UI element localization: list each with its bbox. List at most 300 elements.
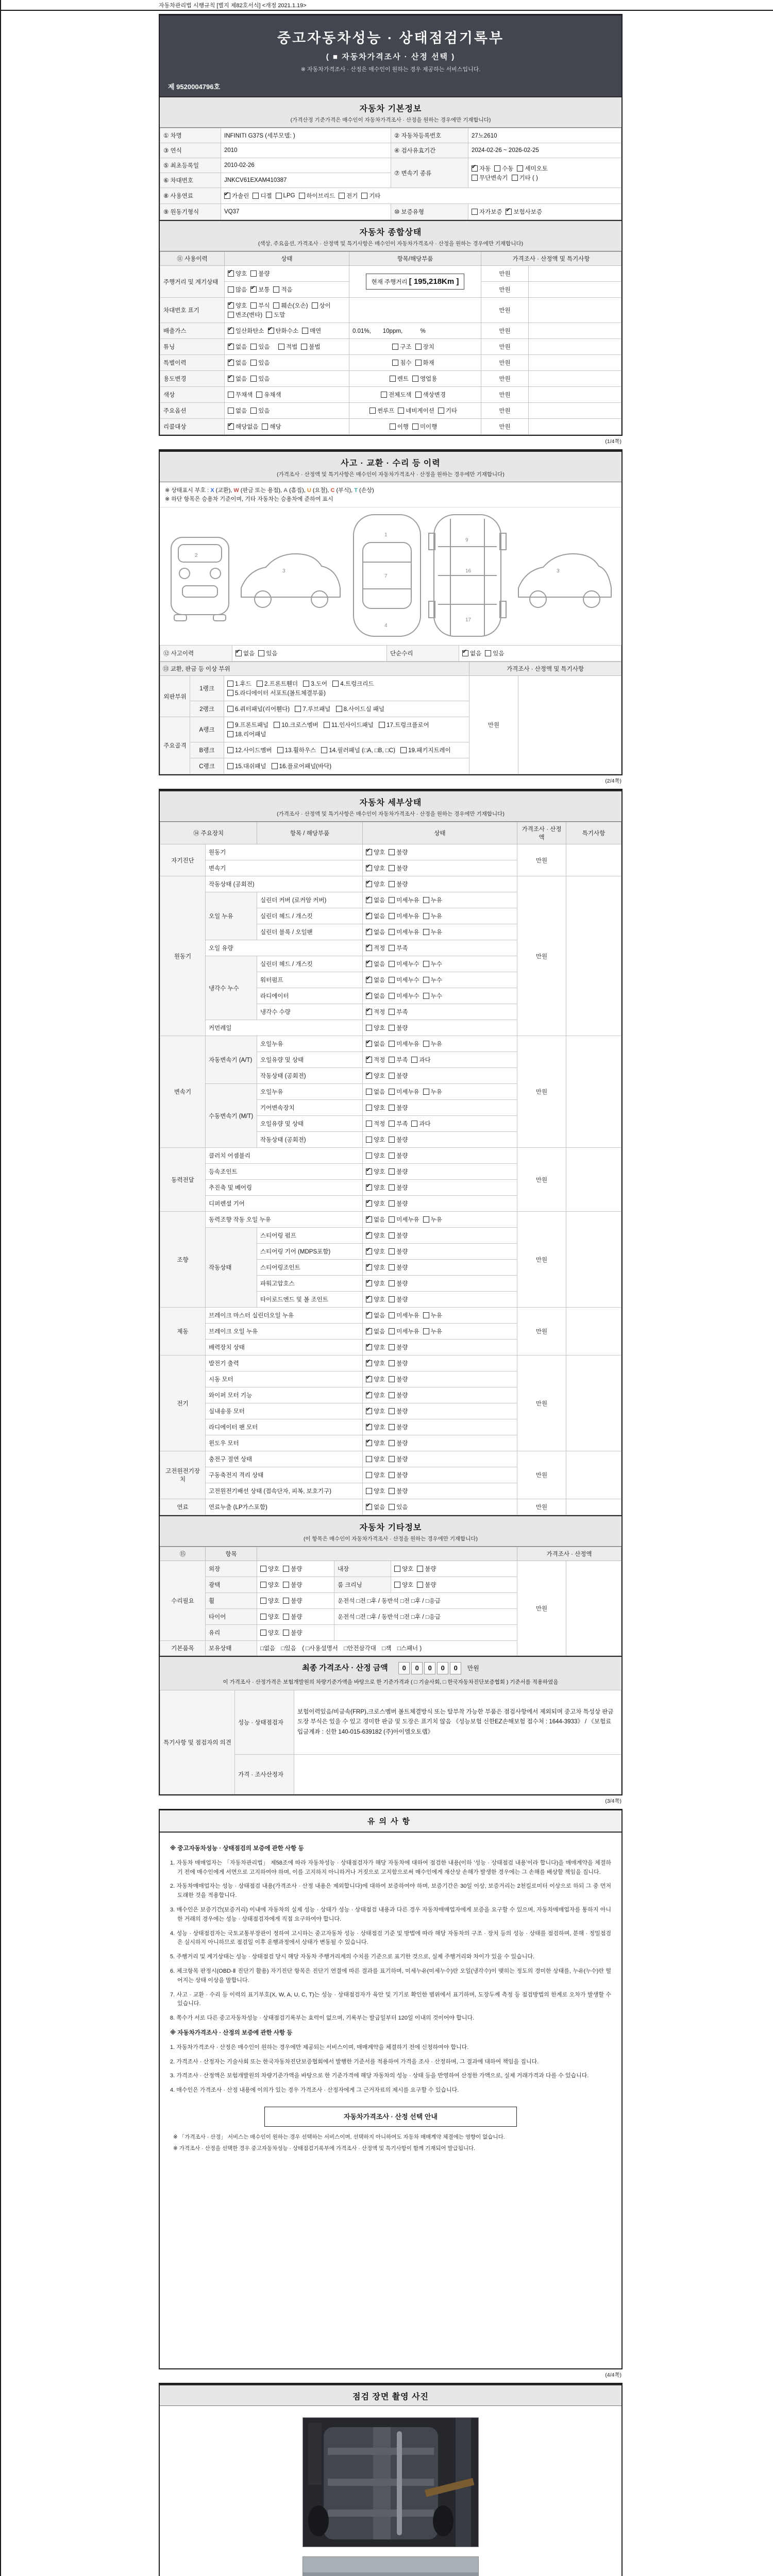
checkbox-box-icon[interactable] bbox=[366, 1488, 372, 1494]
checkbox-box-icon[interactable] bbox=[366, 945, 372, 951]
checkbox-option[interactable] bbox=[227, 746, 272, 754]
checkbox-box-icon[interactable] bbox=[389, 1440, 395, 1446]
checkbox-box-icon[interactable] bbox=[366, 865, 372, 871]
checkbox-option[interactable] bbox=[423, 960, 442, 968]
checkbox-box-icon[interactable] bbox=[423, 993, 429, 999]
checkbox-box-icon[interactable] bbox=[389, 1360, 395, 1366]
checkbox-box-icon[interactable] bbox=[268, 328, 274, 334]
checkbox-box-icon[interactable] bbox=[236, 650, 242, 656]
checkbox-box-icon[interactable] bbox=[389, 1025, 395, 1031]
checkbox-box-icon[interactable] bbox=[283, 1582, 289, 1588]
checkbox-box-icon[interactable] bbox=[389, 1153, 395, 1159]
checkbox-box-icon[interactable] bbox=[227, 747, 233, 753]
checkbox-option[interactable] bbox=[415, 343, 434, 351]
checkbox-box-icon[interactable] bbox=[272, 763, 278, 769]
checkbox-option[interactable] bbox=[389, 1295, 408, 1303]
checkbox-option[interactable] bbox=[494, 164, 513, 173]
checkbox-box-icon[interactable] bbox=[366, 1504, 372, 1510]
checkbox-box-icon[interactable] bbox=[250, 360, 257, 366]
checkbox-option[interactable] bbox=[412, 375, 437, 383]
checkbox-box-icon[interactable] bbox=[389, 1057, 395, 1063]
checkbox-box-icon[interactable] bbox=[366, 993, 372, 999]
checkbox-box-icon[interactable] bbox=[389, 1280, 395, 1286]
checkbox-box-icon[interactable] bbox=[303, 681, 309, 687]
checkbox-box-icon[interactable] bbox=[366, 1009, 372, 1015]
checkbox-option[interactable] bbox=[366, 992, 385, 1000]
checkbox-box-icon[interactable] bbox=[366, 1376, 372, 1382]
checkbox-option[interactable] bbox=[339, 192, 358, 200]
checkbox-box-icon[interactable] bbox=[389, 977, 395, 983]
checkbox-option[interactable] bbox=[389, 1024, 408, 1032]
checkbox-option[interactable] bbox=[250, 285, 270, 294]
checkbox-option[interactable] bbox=[389, 976, 419, 984]
checkbox-option[interactable] bbox=[277, 746, 316, 754]
checkbox-option[interactable] bbox=[256, 391, 281, 399]
checkbox-box-icon[interactable] bbox=[381, 392, 387, 398]
checkbox-box-icon[interactable] bbox=[411, 1057, 417, 1063]
checkbox-option[interactable] bbox=[260, 1597, 279, 1605]
checkbox-option[interactable] bbox=[389, 1120, 408, 1128]
checkbox-option[interactable] bbox=[321, 746, 395, 754]
checkbox-box-icon[interactable] bbox=[277, 747, 283, 753]
checkbox-option[interactable] bbox=[366, 976, 385, 984]
checkbox-option[interactable] bbox=[366, 1247, 385, 1256]
checkbox-option[interactable] bbox=[273, 301, 308, 310]
checkbox-option[interactable] bbox=[274, 721, 318, 729]
checkbox-option[interactable] bbox=[506, 208, 542, 216]
checkbox-option[interactable] bbox=[260, 1613, 279, 1621]
checkbox-box-icon[interactable] bbox=[389, 1264, 395, 1270]
checkbox-option[interactable] bbox=[366, 1088, 385, 1096]
checkbox-box-icon[interactable] bbox=[517, 165, 523, 172]
checkbox-box-icon[interactable] bbox=[366, 1184, 372, 1191]
checkbox-option[interactable] bbox=[324, 721, 374, 729]
checkbox-option[interactable] bbox=[389, 1423, 408, 1431]
checkbox-box-icon[interactable] bbox=[389, 993, 395, 999]
checkbox-box-icon[interactable] bbox=[417, 1566, 423, 1572]
checkbox-box-icon[interactable] bbox=[283, 1598, 289, 1604]
checkbox-box-icon[interactable] bbox=[224, 193, 230, 199]
checkbox-option[interactable] bbox=[366, 1056, 385, 1064]
checkbox-option[interactable] bbox=[366, 1295, 385, 1303]
checkbox-option[interactable] bbox=[260, 1565, 279, 1573]
checkbox-box-icon[interactable] bbox=[302, 328, 308, 334]
checkbox-option[interactable] bbox=[389, 1375, 408, 1383]
checkbox-box-icon[interactable] bbox=[274, 722, 280, 728]
checkbox-box-icon[interactable] bbox=[472, 209, 478, 215]
checkbox-option[interactable] bbox=[227, 721, 268, 729]
checkbox-option[interactable] bbox=[250, 375, 270, 383]
checkbox-box-icon[interactable] bbox=[366, 849, 372, 855]
checkbox-option[interactable] bbox=[423, 912, 442, 920]
checkbox-option[interactable] bbox=[389, 1008, 408, 1016]
checkbox-option[interactable] bbox=[302, 327, 321, 335]
checkbox-option[interactable] bbox=[268, 327, 298, 335]
checkbox-box-icon[interactable] bbox=[389, 1344, 395, 1350]
checkbox-option[interactable] bbox=[381, 391, 411, 399]
checkbox-option[interactable] bbox=[228, 311, 262, 319]
checkbox-option[interactable] bbox=[366, 1072, 385, 1080]
checkbox-box-icon[interactable] bbox=[228, 376, 234, 382]
checkbox-box-icon[interactable] bbox=[389, 1328, 395, 1334]
checkbox-box-icon[interactable] bbox=[392, 360, 398, 366]
checkbox-option[interactable] bbox=[389, 1279, 408, 1287]
checkbox-option[interactable] bbox=[262, 422, 281, 431]
checkbox-option[interactable] bbox=[366, 1311, 385, 1319]
checkbox-box-icon[interactable] bbox=[423, 1089, 429, 1095]
checkbox-box-icon[interactable] bbox=[389, 1105, 395, 1111]
checkbox-option[interactable] bbox=[389, 880, 408, 888]
checkbox-option[interactable] bbox=[366, 1167, 385, 1176]
checkbox-option[interactable] bbox=[250, 406, 270, 415]
checkbox-option[interactable] bbox=[278, 343, 297, 351]
checkbox-box-icon[interactable] bbox=[250, 270, 257, 277]
checkbox-option[interactable] bbox=[438, 406, 457, 415]
checkbox-option[interactable] bbox=[227, 705, 290, 713]
checkbox-box-icon[interactable] bbox=[389, 1248, 395, 1255]
checkbox-option[interactable] bbox=[423, 976, 442, 984]
checkbox-box-icon[interactable] bbox=[366, 1360, 372, 1366]
checkbox-option[interactable] bbox=[366, 1231, 385, 1240]
checkbox-box-icon[interactable] bbox=[366, 1153, 372, 1159]
checkbox-option[interactable] bbox=[389, 1311, 419, 1319]
checkbox-box-icon[interactable] bbox=[361, 193, 367, 199]
checkbox-box-icon[interactable] bbox=[415, 392, 422, 398]
checkbox-option[interactable] bbox=[389, 1215, 419, 1224]
checkbox-box-icon[interactable] bbox=[366, 1089, 372, 1095]
checkbox-option[interactable] bbox=[394, 1565, 413, 1573]
checkbox-option[interactable] bbox=[366, 1120, 385, 1128]
checkbox-option[interactable] bbox=[366, 1199, 385, 1208]
checkbox-box-icon[interactable] bbox=[366, 1216, 372, 1223]
checkbox-option[interactable] bbox=[366, 1503, 385, 1511]
checkbox-box-icon[interactable] bbox=[256, 392, 262, 398]
checkbox-option[interactable] bbox=[389, 864, 408, 872]
checkbox-box-icon[interactable] bbox=[366, 1025, 372, 1031]
checkbox-box-icon[interactable] bbox=[250, 408, 257, 414]
checkbox-option[interactable] bbox=[366, 1151, 385, 1160]
checkbox-box-icon[interactable] bbox=[295, 706, 301, 712]
checkbox-option[interactable] bbox=[389, 1343, 408, 1351]
checkbox-option[interactable] bbox=[423, 1311, 442, 1319]
checkbox-option[interactable] bbox=[366, 1024, 385, 1032]
checkbox-box-icon[interactable] bbox=[257, 681, 263, 687]
checkbox-box-icon[interactable] bbox=[366, 1168, 372, 1175]
checkbox-box-icon[interactable] bbox=[392, 344, 398, 350]
checkbox-option[interactable] bbox=[228, 422, 258, 431]
checkbox-option[interactable] bbox=[366, 912, 385, 920]
checkbox-box-icon[interactable] bbox=[366, 897, 372, 903]
checkbox-box-icon[interactable] bbox=[339, 193, 345, 199]
checkbox-box-icon[interactable] bbox=[336, 706, 342, 712]
checkbox-box-icon[interactable] bbox=[423, 897, 429, 903]
checkbox-box-icon[interactable] bbox=[462, 650, 468, 656]
checkbox-option[interactable] bbox=[389, 1471, 408, 1479]
checkbox-option[interactable] bbox=[366, 928, 385, 936]
checkbox-box-icon[interactable] bbox=[369, 408, 376, 414]
checkbox-box-icon[interactable] bbox=[389, 1296, 395, 1302]
checkbox-option[interactable] bbox=[266, 311, 285, 319]
checkbox-option[interactable] bbox=[283, 1581, 302, 1589]
checkbox-option[interactable] bbox=[276, 193, 295, 199]
checkbox-box-icon[interactable] bbox=[389, 1472, 395, 1478]
checkbox-box-icon[interactable] bbox=[389, 1504, 395, 1510]
checkbox-option[interactable] bbox=[517, 164, 547, 173]
checkbox-option[interactable] bbox=[389, 1487, 408, 1495]
checkbox-option[interactable] bbox=[366, 944, 385, 952]
checkbox-box-icon[interactable] bbox=[389, 881, 395, 887]
checkbox-box-icon[interactable] bbox=[389, 1200, 395, 1207]
checkbox-box-icon[interactable] bbox=[366, 1424, 372, 1430]
checkbox-box-icon[interactable] bbox=[366, 1344, 372, 1350]
checkbox-box-icon[interactable] bbox=[366, 1328, 372, 1334]
checkbox-box-icon[interactable] bbox=[389, 865, 395, 871]
checkbox-option[interactable] bbox=[411, 1056, 430, 1064]
checkbox-box-icon[interactable] bbox=[228, 392, 234, 398]
checkbox-option[interactable] bbox=[389, 944, 408, 952]
checkbox-option[interactable] bbox=[227, 762, 266, 770]
checkbox-option[interactable] bbox=[389, 848, 408, 856]
checkbox-box-icon[interactable] bbox=[423, 1312, 429, 1318]
checkbox-box-icon[interactable] bbox=[228, 408, 234, 414]
checkbox-box-icon[interactable] bbox=[389, 913, 395, 919]
checkbox-option[interactable] bbox=[228, 375, 247, 383]
checkbox-box-icon[interactable] bbox=[423, 961, 429, 967]
checkbox-box-icon[interactable] bbox=[250, 286, 257, 293]
checkbox-box-icon[interactable] bbox=[301, 344, 307, 350]
checkbox-box-icon[interactable] bbox=[228, 360, 234, 366]
checkbox-box-icon[interactable] bbox=[366, 1105, 372, 1111]
checkbox-box-icon[interactable] bbox=[366, 1280, 372, 1286]
checkbox-option[interactable] bbox=[236, 649, 255, 657]
checkbox-option[interactable] bbox=[366, 1104, 385, 1112]
checkbox-option[interactable] bbox=[273, 285, 292, 294]
checkbox-option[interactable] bbox=[272, 762, 331, 770]
checkbox-option[interactable] bbox=[258, 649, 277, 657]
checkbox-box-icon[interactable] bbox=[228, 270, 234, 277]
checkbox-option[interactable] bbox=[366, 1471, 385, 1479]
checkbox-box-icon[interactable] bbox=[366, 1440, 372, 1446]
checkbox-box-icon[interactable] bbox=[299, 193, 305, 199]
checkbox-box-icon[interactable] bbox=[389, 1184, 395, 1191]
checkbox-option[interactable] bbox=[336, 705, 384, 713]
checkbox-option[interactable] bbox=[228, 359, 247, 367]
checkbox-option[interactable] bbox=[228, 343, 247, 351]
checkbox-box-icon[interactable] bbox=[389, 1488, 395, 1494]
checkbox-option[interactable] bbox=[283, 1565, 302, 1573]
checkbox-box-icon[interactable] bbox=[227, 763, 233, 769]
checkbox-option[interactable] bbox=[228, 269, 247, 278]
checkbox-box-icon[interactable] bbox=[389, 849, 395, 855]
checkbox-box-icon[interactable] bbox=[394, 1566, 400, 1572]
checkbox-box-icon[interactable] bbox=[423, 1328, 429, 1334]
checkbox-option[interactable] bbox=[389, 1503, 408, 1511]
checkbox-option[interactable] bbox=[389, 1247, 408, 1256]
checkbox-box-icon[interactable] bbox=[389, 1137, 395, 1143]
checkbox-option[interactable] bbox=[366, 1423, 385, 1431]
checkbox-option[interactable] bbox=[295, 705, 330, 713]
checkbox-box-icon[interactable] bbox=[260, 1630, 266, 1636]
checkbox-box-icon[interactable] bbox=[253, 193, 259, 199]
checkbox-option[interactable] bbox=[366, 1327, 385, 1335]
checkbox-box-icon[interactable] bbox=[227, 731, 233, 737]
checkbox-option[interactable] bbox=[389, 1439, 408, 1447]
checkbox-option[interactable] bbox=[389, 992, 419, 1000]
checkbox-box-icon[interactable] bbox=[266, 312, 272, 318]
checkbox-box-icon[interactable] bbox=[283, 1566, 289, 1572]
checkbox-box-icon[interactable] bbox=[366, 1312, 372, 1318]
checkbox-option[interactable] bbox=[389, 1455, 408, 1463]
checkbox-option[interactable] bbox=[400, 746, 451, 754]
checkbox-box-icon[interactable] bbox=[512, 175, 518, 181]
checkbox-box-icon[interactable] bbox=[366, 1232, 372, 1239]
checkbox-option[interactable] bbox=[303, 680, 327, 688]
checkbox-box-icon[interactable] bbox=[283, 1630, 289, 1636]
checkbox-option[interactable] bbox=[332, 680, 374, 688]
checkbox-option[interactable] bbox=[228, 285, 247, 294]
checkbox-option[interactable] bbox=[423, 896, 442, 904]
checkbox-box-icon[interactable] bbox=[227, 722, 233, 728]
checkbox-box-icon[interactable] bbox=[366, 1248, 372, 1255]
checkbox-box-icon[interactable] bbox=[262, 423, 268, 430]
checkbox-option[interactable] bbox=[366, 1183, 385, 1192]
checkbox-option[interactable] bbox=[366, 1407, 385, 1415]
checkbox-box-icon[interactable] bbox=[321, 747, 327, 753]
checkbox-box-icon[interactable] bbox=[366, 1073, 372, 1079]
checkbox-option[interactable] bbox=[389, 1231, 408, 1240]
checkbox-box-icon[interactable] bbox=[389, 1456, 395, 1462]
checkbox-option[interactable] bbox=[389, 960, 419, 968]
checkbox-option[interactable] bbox=[283, 1629, 302, 1637]
checkbox-option[interactable] bbox=[228, 327, 264, 335]
checkbox-option[interactable] bbox=[412, 422, 437, 431]
checkbox-option[interactable] bbox=[366, 1391, 385, 1399]
checkbox-option[interactable] bbox=[250, 343, 270, 351]
checkbox-box-icon[interactable] bbox=[389, 1216, 395, 1223]
checkbox-option[interactable] bbox=[250, 301, 270, 310]
checkbox-option[interactable] bbox=[366, 1008, 385, 1016]
checkbox-box-icon[interactable] bbox=[260, 1598, 266, 1604]
checkbox-option[interactable] bbox=[472, 174, 508, 182]
checkbox-box-icon[interactable] bbox=[366, 1200, 372, 1207]
checkbox-box-icon[interactable] bbox=[389, 1121, 395, 1127]
checkbox-box-icon[interactable] bbox=[389, 1041, 395, 1047]
checkbox-option[interactable] bbox=[366, 848, 385, 856]
checkbox-option[interactable] bbox=[389, 1072, 408, 1080]
checkbox-box-icon[interactable] bbox=[415, 344, 422, 350]
checkbox-option[interactable] bbox=[227, 680, 251, 688]
checkbox-option[interactable] bbox=[366, 1040, 385, 1048]
checkbox-option[interactable] bbox=[423, 992, 442, 1000]
checkbox-option[interactable] bbox=[389, 1167, 408, 1176]
checkbox-box-icon[interactable] bbox=[485, 650, 491, 656]
checkbox-option[interactable] bbox=[227, 730, 266, 738]
checkbox-box-icon[interactable] bbox=[260, 1614, 266, 1620]
checkbox-option[interactable] bbox=[389, 1263, 408, 1272]
checkbox-option[interactable] bbox=[389, 1407, 408, 1415]
checkbox-box-icon[interactable] bbox=[228, 328, 234, 334]
checkbox-option[interactable] bbox=[389, 896, 419, 904]
checkbox-box-icon[interactable] bbox=[227, 690, 233, 696]
checkbox-option[interactable] bbox=[301, 343, 320, 351]
checkbox-box-icon[interactable] bbox=[283, 1614, 289, 1620]
checkbox-option[interactable] bbox=[227, 689, 326, 697]
checkbox-box-icon[interactable] bbox=[412, 423, 418, 430]
checkbox-box-icon[interactable] bbox=[366, 1408, 372, 1414]
checkbox-option[interactable] bbox=[415, 359, 434, 367]
checkbox-option[interactable] bbox=[389, 912, 419, 920]
checkbox-box-icon[interactable] bbox=[273, 286, 279, 293]
checkbox-box-icon[interactable] bbox=[423, 977, 429, 983]
checkbox-box-icon[interactable] bbox=[389, 1392, 395, 1398]
checkbox-box-icon[interactable] bbox=[417, 1582, 423, 1588]
checkbox-option[interactable] bbox=[366, 1215, 385, 1224]
checkbox-box-icon[interactable] bbox=[366, 1121, 372, 1127]
checkbox-box-icon[interactable] bbox=[227, 681, 233, 687]
checkbox-option[interactable] bbox=[283, 1597, 302, 1605]
checkbox-option[interactable] bbox=[312, 301, 331, 310]
checkbox-box-icon[interactable] bbox=[415, 360, 422, 366]
checkbox-option[interactable] bbox=[366, 1455, 385, 1463]
checkbox-option[interactable] bbox=[392, 343, 411, 351]
checkbox-box-icon[interactable] bbox=[332, 681, 339, 687]
checkbox-box-icon[interactable] bbox=[389, 1232, 395, 1239]
checkbox-option[interactable] bbox=[253, 192, 272, 200]
checkbox-option[interactable] bbox=[250, 269, 270, 278]
checkbox-box-icon[interactable] bbox=[506, 209, 512, 215]
checkbox-box-icon[interactable] bbox=[227, 706, 233, 712]
checkbox-option[interactable] bbox=[389, 1183, 408, 1192]
checkbox-option[interactable] bbox=[366, 864, 385, 872]
checkbox-option[interactable] bbox=[423, 1327, 442, 1335]
checkbox-box-icon[interactable] bbox=[366, 961, 372, 967]
checkbox-option[interactable] bbox=[283, 1613, 302, 1621]
checkbox-option[interactable] bbox=[366, 1136, 385, 1144]
checkbox-option[interactable] bbox=[228, 301, 247, 310]
checkbox-box-icon[interactable] bbox=[390, 376, 396, 382]
checkbox-box-icon[interactable] bbox=[472, 175, 478, 181]
checkbox-box-icon[interactable] bbox=[324, 722, 330, 728]
checkbox-box-icon[interactable] bbox=[389, 929, 395, 935]
checkbox-box-icon[interactable] bbox=[389, 1376, 395, 1382]
checkbox-option[interactable] bbox=[390, 422, 409, 431]
checkbox-option[interactable] bbox=[389, 1327, 419, 1335]
checkbox-box-icon[interactable] bbox=[228, 344, 234, 350]
checkbox-box-icon[interactable] bbox=[312, 302, 318, 309]
checkbox-box-icon[interactable] bbox=[366, 1057, 372, 1063]
checkbox-box-icon[interactable] bbox=[423, 1041, 429, 1047]
checkbox-box-icon[interactable] bbox=[250, 344, 257, 350]
checkbox-option[interactable] bbox=[250, 359, 270, 367]
checkbox-option[interactable] bbox=[366, 1439, 385, 1447]
checkbox-box-icon[interactable] bbox=[472, 165, 478, 172]
checkbox-option[interactable] bbox=[389, 1056, 408, 1064]
checkbox-box-icon[interactable] bbox=[366, 913, 372, 919]
checkbox-option[interactable] bbox=[398, 406, 434, 415]
checkbox-box-icon[interactable] bbox=[366, 1264, 372, 1270]
checkbox-option[interactable] bbox=[389, 1359, 408, 1367]
checkbox-option[interactable] bbox=[366, 880, 385, 888]
checkbox-box-icon[interactable] bbox=[389, 1073, 395, 1079]
checkbox-option[interactable] bbox=[389, 928, 419, 936]
checkbox-option[interactable] bbox=[394, 1581, 413, 1589]
checkbox-box-icon[interactable] bbox=[389, 961, 395, 967]
checkbox-box-icon[interactable] bbox=[366, 1137, 372, 1143]
checkbox-box-icon[interactable] bbox=[228, 423, 234, 430]
checkbox-box-icon[interactable] bbox=[278, 344, 284, 350]
checkbox-box-icon[interactable] bbox=[389, 1089, 395, 1095]
checkbox-box-icon[interactable] bbox=[366, 1456, 372, 1462]
